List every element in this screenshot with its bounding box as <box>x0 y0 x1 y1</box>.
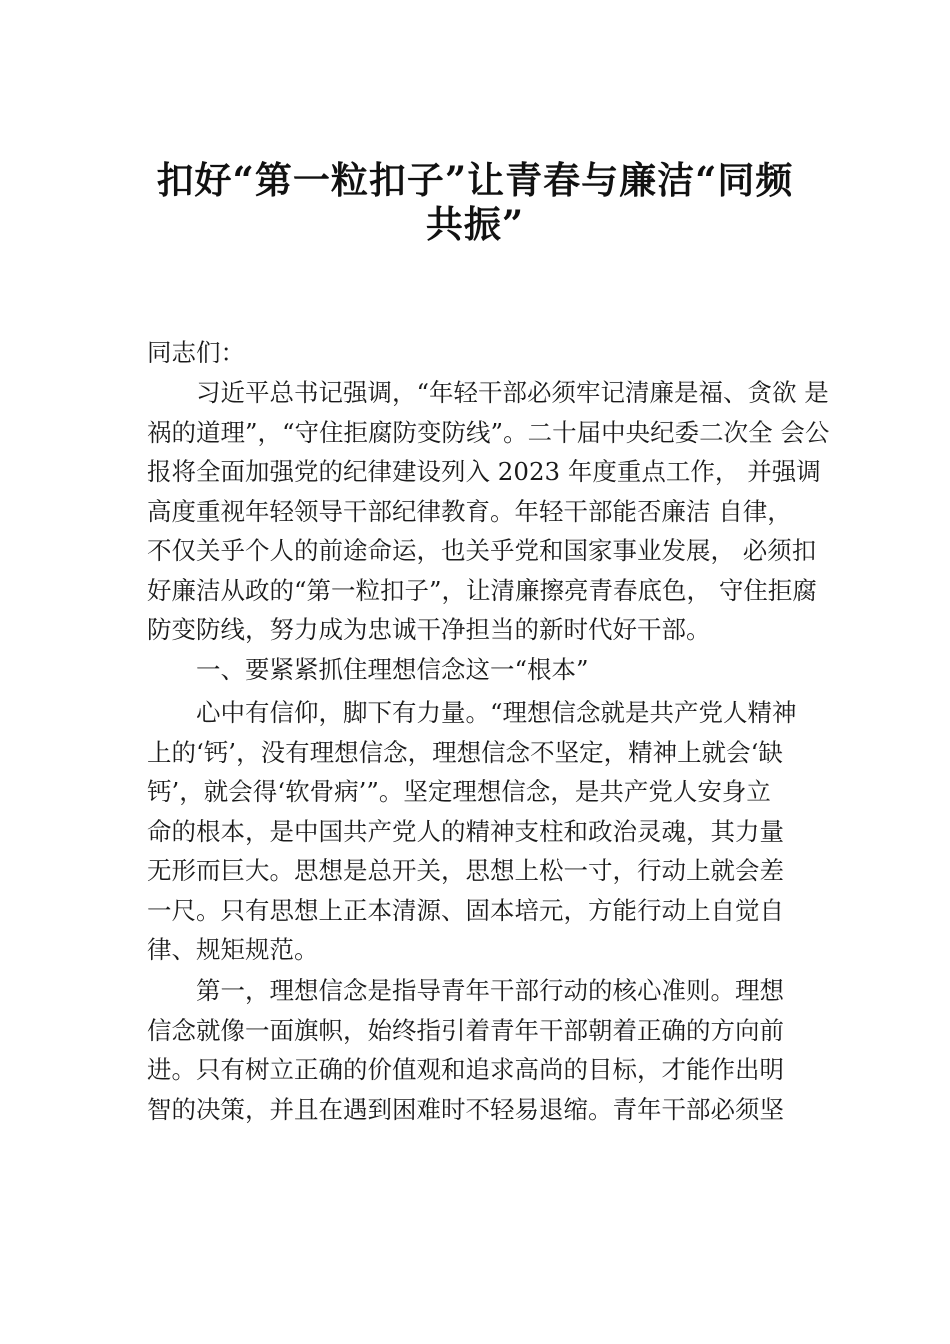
text-line: 心中有信仰，脚下有力量。“理想信念就是共产党人精神 <box>196 698 797 727</box>
text-line: 智的决策，并且在遇到困难时不轻易退缩。青年干部必须坚 <box>147 1094 784 1124</box>
text-line: 祸的道理”，“守住拒腐防变防线”。二十届中央纪委二次全 会公 <box>147 417 830 447</box>
text-line: 不仅关乎个人的前途命运，也关乎党和国家事业发展， 必须扣 <box>147 536 817 565</box>
text-line: 习近平总书记强调，“年轻干部必须牢记清廉是福、贪欲 是 <box>196 378 829 407</box>
section-heading-text: 一、要紧紧抓住理想信念这一“根本” <box>196 655 589 684</box>
text-line: 报将全面加强党的纪律建设列入 2023 年度重点工作， 并强调 <box>147 457 821 486</box>
section-heading <box>147 650 837 690</box>
paragraph-first-point <box>147 971 837 1129</box>
text-line: 命的根本，是中国共产党人的精神支柱和政治灵魂，其力量 <box>147 816 784 846</box>
text-line: 上的‘钙’，没有理想信念，理想信念不坚定，精神上就会‘缺 <box>147 737 783 767</box>
text-line: 进。只有树立正确的价值观和追求高尚的目标，才能作出明 <box>147 1055 784 1084</box>
text-line: 无形而巨大。思想是总开关，思想上松一寸，行动上就会差 <box>147 856 784 885</box>
text-line: 信念就像一面旗帜，始终指引着青年干部朝着正确的方向前 <box>147 1015 784 1045</box>
text-line: 高度重视年轻领导干部纪律教育。年轻干部能否廉洁 自律， <box>147 496 792 526</box>
text-line: 防变防线，努力成为忠诚干净担当的新时代好干部。 <box>147 615 711 644</box>
text-line: 律、规矩规范。 <box>147 935 319 964</box>
salutation: 同志们： <box>147 338 245 367</box>
paragraph-faith <box>147 693 837 970</box>
text-line: 钙’，就会得‘软骨病’”。坚定理想信念，是共产党人安身立 <box>147 777 771 806</box>
text-line: 好廉洁从政的“第一粒扣子”，让清廉擦亮青春底色， 守住拒腐 <box>147 575 817 605</box>
document-title-line-1: 扣好“第一粒扣子”让青春与廉洁“同频 <box>156 158 794 202</box>
document-title-line-2: 共振” <box>425 202 525 246</box>
text-line: 第一，理想信念是指导青年干部行动的核心准则。理想 <box>196 976 784 1005</box>
paragraph-intro <box>147 373 837 650</box>
text-line: 一尺。只有思想上正本清源、固本培元，方能行动上自觉自 <box>147 895 784 925</box>
